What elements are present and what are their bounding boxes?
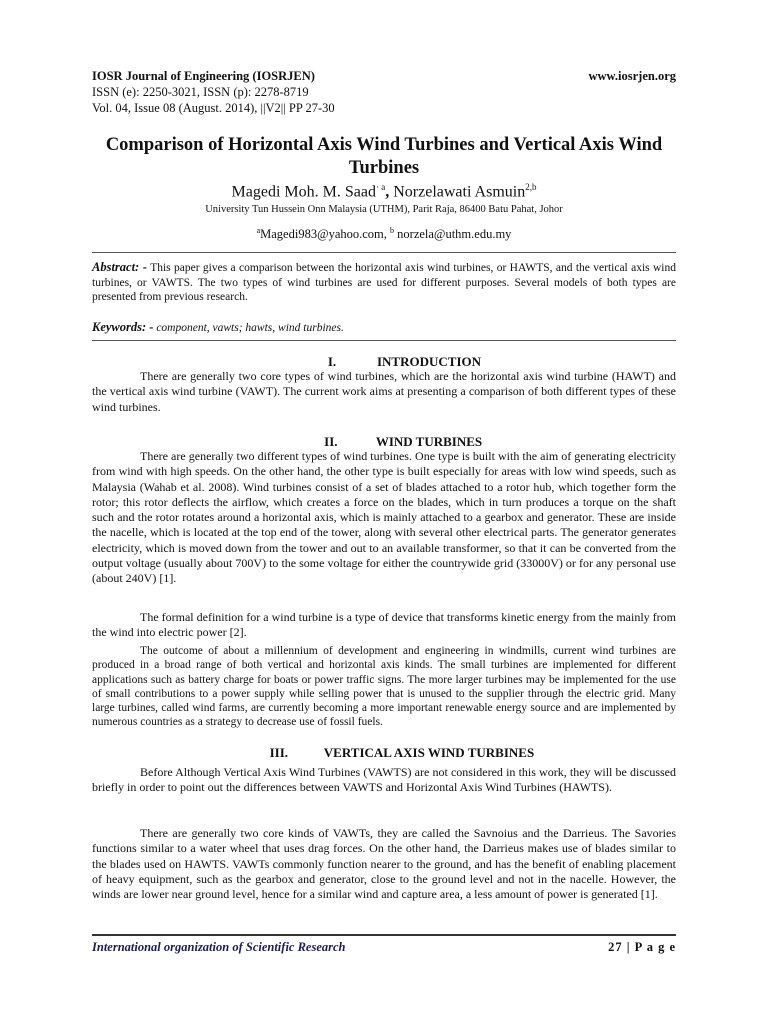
section-heading-wind-turbines [92, 434, 676, 450]
journal-website[interactable]: www.iosrjen.org [588, 69, 676, 83]
author-1: Magedi Moh. M. Saad [231, 183, 376, 201]
section-title: INTRODUCTION [376, 354, 481, 369]
author-2-superscript: 2,b [525, 182, 537, 192]
journal-header [92, 68, 676, 116]
paper-title: Comparison of Horizontal Axis Wind Turbines and Vertical Axis Wind Turbines [105, 135, 663, 178]
page-number: 27 | P a g e [608, 940, 676, 954]
section-title: VERTICAL AXIS WIND TURBINES [323, 745, 535, 760]
abstract-bottom-rule [92, 340, 676, 341]
email-line [92, 226, 676, 242]
author-1-superscript: · a [375, 182, 386, 192]
section-heading-vertical-axis [92, 745, 676, 761]
paragraph: The formal definition for a wind turbine is a type of device that transforms kinetic energy from the mainly from the wind into electric power [2]. [92, 610, 676, 640]
section-number: II. [324, 434, 338, 449]
journal-name: IOSR Journal of Engineering (IOSRJEN) [92, 69, 315, 83]
keywords-text: component, vawts; hawts, wind turbines. [156, 322, 344, 334]
abstract-text: This paper gives a comparison between the horizontal axis wind turbines, or HAWTS, and the vertical axis wind turbines, or VAWTS. The two types of wind turbines are used for different purposes. Several models of both types are presented from previous research. [92, 262, 677, 303]
section-title: WIND TURBINES [375, 434, 483, 449]
paragraph: There are generally two core types of wind turbines, which are the horizontal axis wind turbine (HAWT) and the vertical axis wind turbine (VAWT). The current work aims at presenting a comparison of both different types of these wind turbines. [92, 369, 676, 414]
volume-line: Vol. 04, Issue 08 (August. 2014), ||V2|| PP 27-30 [92, 101, 335, 115]
paragraph: There are generally two core kinds of VAWTs, they are called the Savnoius and the Darrieus. The Savories functions similar to a water wheel that uses drag forces. On the other hand, the Darrieus makes use of blades similar to the blades used on HAWTS. VAWTs commonly function nearer to the ground, and has the benefit of enabling placement of heavy equipment, such as the gearbox and generator, close to the ground level and not in the nacelle. However, the winds are lower near ground level, hence for a similar wind and capture area, a less amount of power is generated [1]. [92, 826, 676, 902]
email-2-superscript: b [390, 226, 395, 235]
author-separator: , [385, 183, 390, 201]
abstract-label: Abstract: - [92, 260, 148, 274]
email-1-superscript: a [256, 226, 261, 235]
page-footer [92, 940, 676, 955]
affiliation: University Tun Hussein Onn Malaysia (UTHM), Parit Raja, 86400 Batu Pahat, Johor [205, 204, 563, 215]
paragraph: There are generally two different types of wind turbines. One type is built with the aim of generating electricity from wind with high speeds. On the other hand, the other type is built especially for areas with low wind speeds, such as Malaysia (Wahab et al. 2008). Wind turbines consist of a set of blades attached to a rotor hub, which together form the rotor; this rotor deflects the airflow, which creates a force on the blades, which in turn produces a torque on the shaft such and the rotor rotates around a horizontal axis, which is mainly attached to a gearbox and generator. These are inside the nacelle, which is located at the top end of the tower, along with several other electrical parts. The generator generates electricity, which is moved down from the tower and out to an available transformer, so that it can be converted from the output voltage (usually about 700V) to the some voltage for either the countrywide grid (33000V) or for any personal use (about 240V) [1]. [92, 449, 676, 586]
abstract-top-rule [92, 252, 676, 253]
author-line [92, 182, 676, 201]
footer-organization: International organization of Scientific Research [92, 940, 346, 954]
paragraph: Before Although Vertical Axis Wind Turbines (VAWTS) are not considered in this work, they will be discussed briefly in order to point out the differences between VAWTS and Horizontal Axis Wind Turbines (HAWTS). [92, 765, 676, 795]
abstract [92, 260, 676, 305]
footer-rule [92, 934, 676, 936]
section-number: III. [269, 745, 289, 760]
section-number: I. [327, 354, 337, 369]
email-1[interactable]: Magedi983@yahoo.com, [260, 227, 387, 242]
issn-line: ISSN (e): 2250-3021, ISSN (p): 2278-8719 [92, 85, 309, 99]
section-heading-introduction [92, 354, 676, 370]
keywords-label: Keywords: - [92, 320, 154, 334]
paragraph: The outcome of about a millennium of development and engineering in windmills, current wind turbines are produced in a broad range of both vertical and horizontal axis kinds. The small turbines are implemented for different applications such as battery charge for boats or power traffic signs. The more larger turbines may be implemented for the use of small contributions to a power supply while selling power that is unused to the supplier through the electric grid. Many large turbines, called wind farms, are currently becoming a more important renewable energy source and are implemented by numerous countries as a strategy to decrease use of fossil fuels. [92, 645, 676, 729]
author-2: Norzelawati Asmuin [393, 183, 526, 201]
email-2[interactable]: norzela@uthm.edu.my [397, 227, 512, 242]
keywords [92, 320, 676, 335]
